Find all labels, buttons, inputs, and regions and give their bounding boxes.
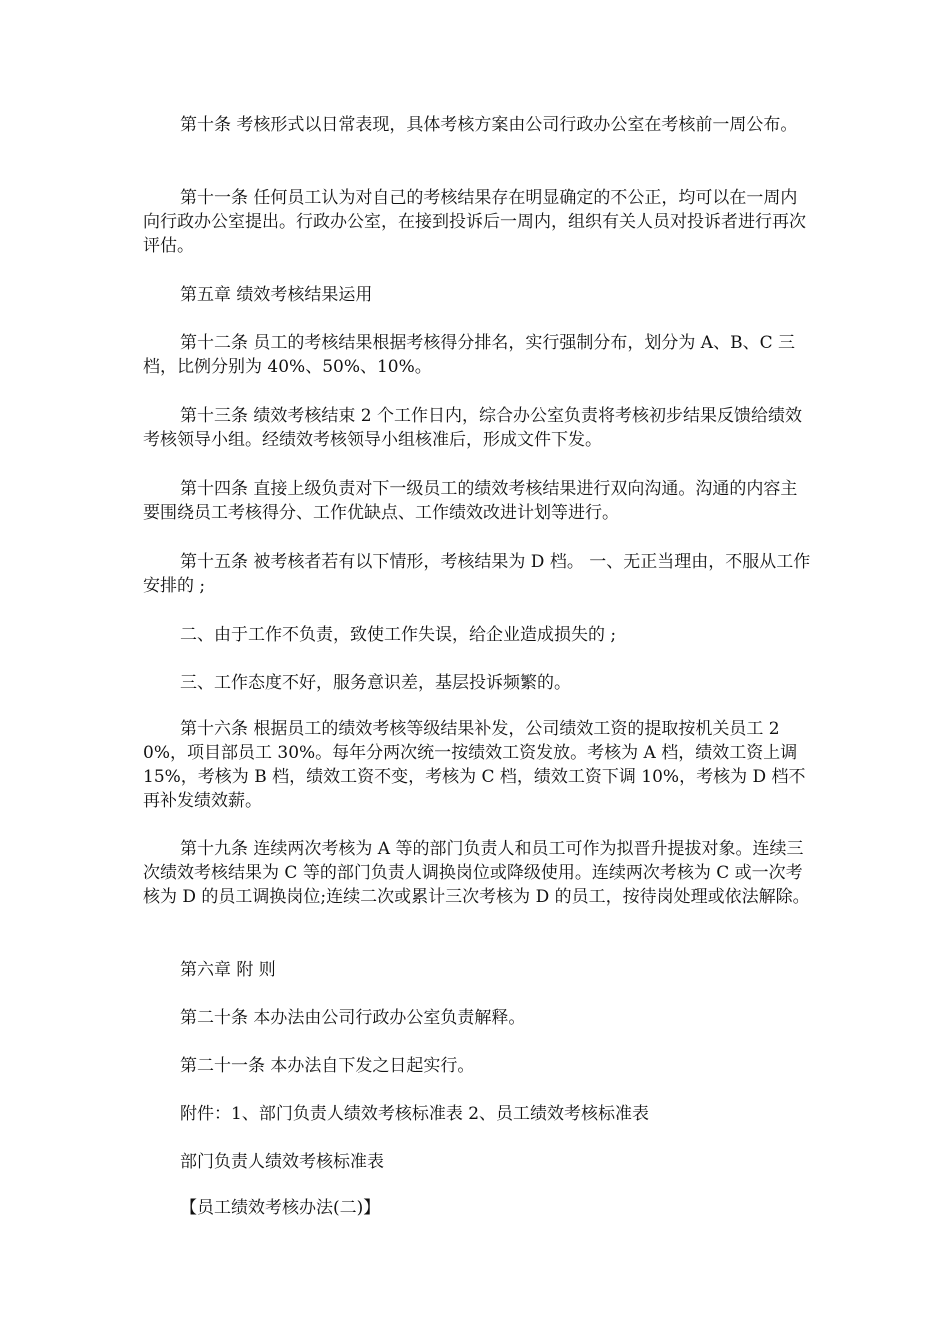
attachment-line: 附件：1、部门负责人绩效考核标准表 2、员工绩效考核标准表 [180, 1104, 650, 1124]
article-16: 第十六条 根据员工的绩效考核等级结果补发，公司绩效工资的提取按机关员工 20%，项目部员工 30%。每年分两次统一按绩效工资发放。考核为 A 档，绩效工资上调 15%，考核为 B 档，绩效工资不变，考核为 C 档，绩效工资下调 10%，考核为 D 档不再补发绩效薪。 [143, 719, 806, 811]
article-11: 第十一条 任何员工认为对自己的考核结果存在明显确定的不公正，均可以在一周内向行政办公室提出。行政办公室，在接到投诉后一周内，组织有关人员对投诉者进行再次评估。 [143, 188, 806, 256]
article-20: 第二十条 本办法由公司行政办公室负责解释。 [180, 1008, 526, 1028]
article-12: 第十二条 员工的考核结果根据考核得分排名，实行强制分布，划分为 A、B、C 三档，比例分别为 40%、50%、10%。 [143, 333, 795, 377]
article-19: 第十九条 连续两次考核为 A 等的部门负责人和员工可作为拟晋升提拔对象。连续三次绩效考核结果为 C 等的部门负责人调换岗位或降级使用。连续两次考核为 C 或一次考核为 D 的员工调换岗位;连续二次或累计三次考核为 D 的员工，按待岗处理或依法解除。 [143, 839, 810, 907]
article-13: 第十三条 绩效考核结束 2 个工作日内，综合办公室负责将考核初步结果反馈给绩效考核领导小组。经绩效考核领导小组核准后，形成文件下发。 [143, 406, 803, 450]
table-title: 部门负责人绩效考核标准表 [180, 1152, 384, 1172]
article-10: 第十条 考核形式以日常表现，具体考核方案由公司行政办公室在考核前一周公布。 [180, 115, 798, 135]
article-21: 第二十一条 本办法自下发之日起实行。 [180, 1056, 475, 1076]
section-title: 【员工绩效考核办法(二)】 [180, 1198, 381, 1218]
chapter-5-heading: 第五章 绩效考核结果运用 [180, 285, 373, 305]
article-14: 第十四条 直接上级负责对下一级员工的绩效考核结果进行双向沟通。沟通的内容主要围绕员工考核得分、工作优缺点、工作绩效改进计划等进行。 [143, 479, 798, 523]
article-15: 第十五条 被考核者若有以下情形，考核结果为 D 档。 一、无正当理由，不服从工作安排的 ; [143, 552, 811, 596]
clause-3: 三、工作态度不好，服务意识差，基层投诉频繁的。 [180, 673, 571, 693]
clause-2: 二、由于工作不负责，致使工作失误，给企业造成损失的 ; [180, 625, 617, 645]
chapter-6-heading: 第六章 附 则 [180, 960, 276, 980]
